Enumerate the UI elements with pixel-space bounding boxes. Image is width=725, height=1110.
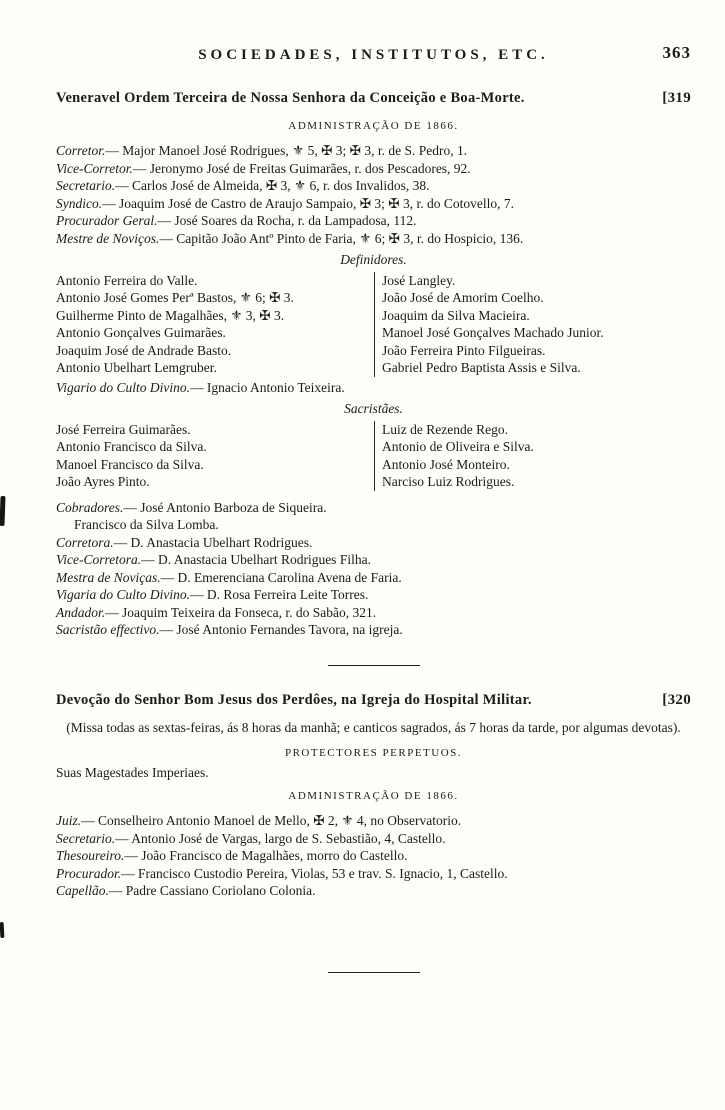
definidores-heading: Definidores. — [340, 252, 407, 267]
officer-line: Vigaria do Culto Divino.— D. Rosa Ferreira Leite Torres. — [56, 587, 369, 602]
page-number: 363 — [662, 43, 691, 62]
officer-line: Cobradores.— José Antonio Barboza de Siqueira. — [56, 499, 327, 515]
section2-title: Devoção do Senhor Bom Jesus dos Perdôes, na Igreja do Hospital Militar. — [56, 691, 532, 708]
sacristaes-right-column — [374, 421, 691, 491]
mass-schedule-note: (Missa todas as sextas-feiras, ás 8 horas da manhã; e canticos sagrados, ás 7 horas da tarde, por algumas devotas). — [66, 720, 681, 735]
officer-line: Andador.— Joaquim Teixeira da Fonseca, r. do Sabão, 321. — [56, 604, 377, 620]
list-item: Antonio Francisco da Silva. — [56, 439, 207, 454]
running-header — [56, 43, 691, 68]
officer-line: Thesoureiro.— João Francisco de Magalhães, morro do Castello. — [56, 848, 408, 863]
list-item: João José de Amorim Coelho. — [382, 290, 544, 305]
section1-title-row — [56, 90, 691, 108]
officer-line-continuation: Francisco da Silva Lomba. — [74, 517, 219, 532]
list-item: Manoel José Gonçalves Machado Junior. — [382, 325, 604, 340]
list-item: Manoel Francisco da Silva. — [56, 456, 204, 472]
officer-line: Corretora.— D. Anastacia Ubelhart Rodrigues. — [56, 534, 313, 550]
list-item: Narciso Luiz Rodrigues. — [382, 474, 515, 489]
officer-line: Vigario do Culto Divino.— Ignacio Antonio Teixeira. — [56, 379, 345, 395]
officer-line: Procurador.— Francisco Custodio Pereira, Violas, 53 e trav. S. Ignacio, 1, Castello. — [56, 865, 508, 881]
officer-line: Secretario.— Carlos José de Almeida, ✠ 3, ⚜ 6, r. dos Invalidos, 38. — [56, 178, 430, 193]
officer-line: Vice-Corretora.— D. Anastacia Ubelhart Rodrigues Filha. — [56, 552, 371, 567]
list-item: Antonio José Gomes Perª Bastos, ⚜ 6; ✠ 3. — [56, 290, 294, 305]
sacristaes-heading: Sacristães. — [344, 401, 403, 416]
section1-title: Veneravel Ordem Terceira de Nossa Senhora da Conceição e Boa-Morte. — [56, 90, 525, 106]
sacristaes-list — [56, 421, 691, 491]
list-item: Gabriel Pedro Baptista Assis e Silva. — [382, 360, 581, 375]
section-divider — [328, 972, 420, 973]
definidores-left-column — [56, 272, 374, 377]
section1-ref: [319 — [662, 90, 691, 106]
list-item: José Ferreira Guimarães. — [56, 421, 191, 437]
officer-line: Vice-Corretor.— Jeronymo José de Freitas Guimarães, r. dos Pescadores, 92. — [56, 160, 471, 176]
running-header-title: SOCIEDADES, INSTITUTOS, ETC. — [198, 47, 549, 63]
officer-line: Mestre de Noviços.— Capitão João Antº Pinto de Faria, ⚜ 6; ✠ 3, r. do Hospicio, 136. — [56, 230, 524, 246]
list-item: João Ayres Pinto. — [56, 474, 150, 489]
officer-line: Procurador Geral.— José Soares da Rocha, r. da Lampadosa, 112. — [56, 213, 417, 228]
section-divider — [328, 665, 420, 666]
list-item: Guilherme Pinto de Magalhães, ⚜ 3, ✠ 3. — [56, 307, 285, 323]
section1-admin-heading: ADMINISTRAÇÃO DE 1866. — [288, 119, 459, 132]
list-item: João Ferreira Pinto Filgueiras. — [382, 342, 546, 358]
officer-line: Juiz.— Conselheiro Antonio Manoel de Mello, ✠ 2, ⚜ 4, no Observatorio. — [56, 813, 462, 828]
list-item: Antonio Ubelhart Lemgruber. — [56, 360, 217, 375]
list-item: Antonio Ferreira do Valle. — [56, 272, 198, 288]
list-item: Luiz de Rezende Rego. — [382, 421, 508, 437]
sacristaes-left-column — [56, 421, 374, 491]
officer-line: Secretario.— Antonio José de Vargas, largo de S. Sebastião, 4, Castello. — [56, 830, 446, 846]
protectores-heading: PROTECTORES PERPETUOS. — [284, 746, 463, 759]
definidores-list — [56, 272, 691, 377]
ink-smudge — [0, 922, 4, 938]
list-item: José Langley. — [382, 272, 456, 288]
ink-smudge — [0, 496, 6, 526]
officer-line: Syndico.— Joaquim José de Castro de Araujo Sampaio, ✠ 3; ✠ 3, r. do Cotovello, 7. — [56, 195, 514, 211]
list-item: Joaquim da Silva Macieira. — [382, 307, 530, 323]
section2-admin-heading: ADMINISTRAÇÃO DE 1866. — [288, 789, 459, 802]
protectores-line: Suas Magestades Imperiaes. — [56, 765, 209, 780]
list-item: Antonio José Monteiro. — [382, 456, 510, 472]
section2-ref: [320 — [662, 691, 691, 708]
list-item: Antonio Gonçalves Guimarães. — [56, 325, 226, 340]
officer-line: Mestra de Noviças.— D. Emerenciana Carolina Avena de Faria. — [56, 569, 402, 585]
list-item: Antonio de Oliveira e Silva. — [382, 439, 534, 454]
officer-line: Corretor.— Major Manoel José Rodrigues, ⚜ 5, ✠ 3; ✠ 3, r. de S. Pedro, 1. — [56, 143, 468, 158]
officer-line: Sacristão effectivo.— José Antonio Fernandes Tavora, na igreja. — [56, 622, 403, 637]
officer-line: Capellão.— Padre Cassiano Coriolano Colonia. — [56, 883, 316, 898]
definidores-right-column — [374, 272, 691, 377]
list-item: Joaquim José de Andrade Basto. — [56, 342, 232, 358]
section2-title-row — [56, 692, 691, 710]
